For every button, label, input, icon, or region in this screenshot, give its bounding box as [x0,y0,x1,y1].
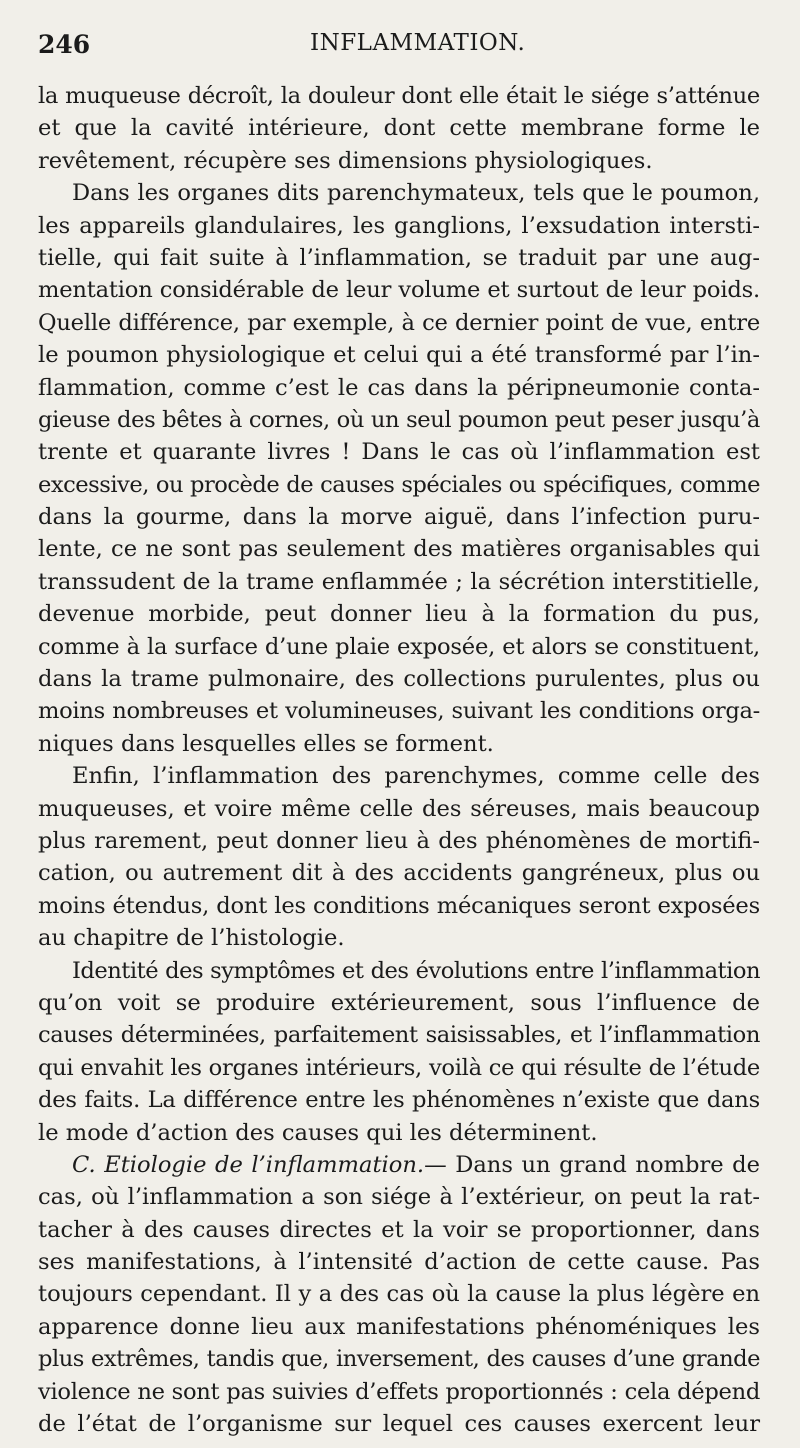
text-line: apparence donne lieu aux manifestations phénoméniques les [38,1313,760,1340]
text-line: violence ne sont pas suivies d’effets proportionnés : cela dépend [38,1378,760,1405]
text-line: gieuse des bêtes à cornes, où un seul poumon peut peser jusqu’à [38,406,760,433]
page-header [38,30,760,66]
text-line: moins étendus, dont les conditions mécaniques seront exposées [38,892,760,919]
text-line: tielle, qui fait suite à l’inflammation, se traduit par une aug- [38,244,760,271]
text-line: Quelle différence, par exemple, à ce dernier point de vue, entre [38,309,760,336]
text-line: cas, où l’inflammation a son siége à l’extérieur, on peut la rat- [38,1184,760,1211]
text-line: lente, ce ne sont pas seulement des matières organisables qui [38,536,760,563]
text-line: dans la gourme, dans la morve aiguë, dans l’infection puru- [38,504,760,531]
running-title: INFLAMMATION. [310,30,526,56]
text-line: comme à la surface d’une plaie exposée, et alors se constituent, [38,633,760,660]
text-line: revêtement, récupère ses dimensions physiologiques. [38,147,653,174]
text-line: de l’état de l’organisme sur lequel ces causes exercent leur [38,1411,760,1438]
text-line: transsudent de la trame enflammée ; la sécrétion interstitielle, [38,568,760,595]
text-line: ses manifestations, à l’intensité d’action de cette cause. Pas [38,1249,760,1276]
text-line: causes déterminées, parfaitement saisissables, et l’inflammation [38,1022,760,1049]
paragraph [38,760,760,954]
paragraph [38,177,760,760]
section-heading-tail: — Dans un grand nombre de [424,1151,760,1178]
text-line: qui envahit les organes intérieurs, voilà ce qui résulte de l’étude [38,1054,760,1081]
text-line: moins nombreuses et volumineuses, suivant les conditions orga- [38,698,760,725]
text-line: toujours cependant. Il y a des cas où la cause la plus légère en [38,1281,760,1308]
text-line: Identité des symptômes et des évolutions entre l’inflammation [72,957,760,984]
text-line: excessive, ou procède de causes spéciales ou spécifiques, comme [38,471,760,498]
text-line: Dans les organes dits parenchymateux, tels que le poumon, [72,180,760,207]
text-line: les appareils glandulaires, les ganglions, l’exsudation intersti- [38,212,760,239]
text-line: flammation, comme c’est le cas dans la péripneumonie conta- [38,374,760,401]
section-heading: C. Etiologie de l’inflammation. [72,1151,425,1178]
text-line: le poumon physiologique et celui qui a été transformé par l’in- [38,342,760,369]
paragraph [38,955,760,1149]
text-line: mentation considérable de leur volume et surtout de leur poids. [38,277,760,304]
text-line: le mode d’action des causes qui les déterminent. [38,1119,598,1146]
text-line: plus rarement, peut donner lieu à des phénomènes de mortifi- [38,827,760,854]
section-heading-line [38,1149,760,1181]
text-line: des faits. La différence entre les phénomènes n’existe que dans [38,1087,760,1114]
text-line: cation, ou autrement dit à des accidents gangréneux, plus ou [38,860,760,887]
paragraph [38,80,760,177]
text-line: au chapitre de l’histologie. [38,925,345,952]
text-line: qu’on voit se produire extérieurement, sous l’influence de [38,989,760,1016]
text-line: trente et quarante livres ! Dans le cas où l’inflammation est [38,439,760,466]
page-number: 246 [38,30,91,59]
text-line: devenue morbide, peut donner lieu à la formation du pus, [38,601,760,628]
text-line: plus extrêmes, tandis que, inversement, des causes d’une grande [38,1346,760,1373]
text-line: muqueuses, et voire même celle des séreuses, mais beaucoup [38,795,760,822]
text-line: tacher à des causes directes et la voir se proportionner, dans [38,1216,760,1243]
text-line: et que la cavité intérieure, dont cette membrane forme le [38,115,760,142]
body-text [38,80,760,1440]
section-c-paragraph [38,1149,760,1441]
text-line: dans la trame pulmonaire, des collections purulentes, plus ou [38,666,760,693]
text-line: la muqueuse décroît, la douleur dont elle était le siége s’atténue [38,83,760,109]
text-line: Enfin, l’inflammation des parenchymes, comme celle des [72,763,760,790]
text-line: niques dans lesquelles elles se forment. [38,730,494,757]
